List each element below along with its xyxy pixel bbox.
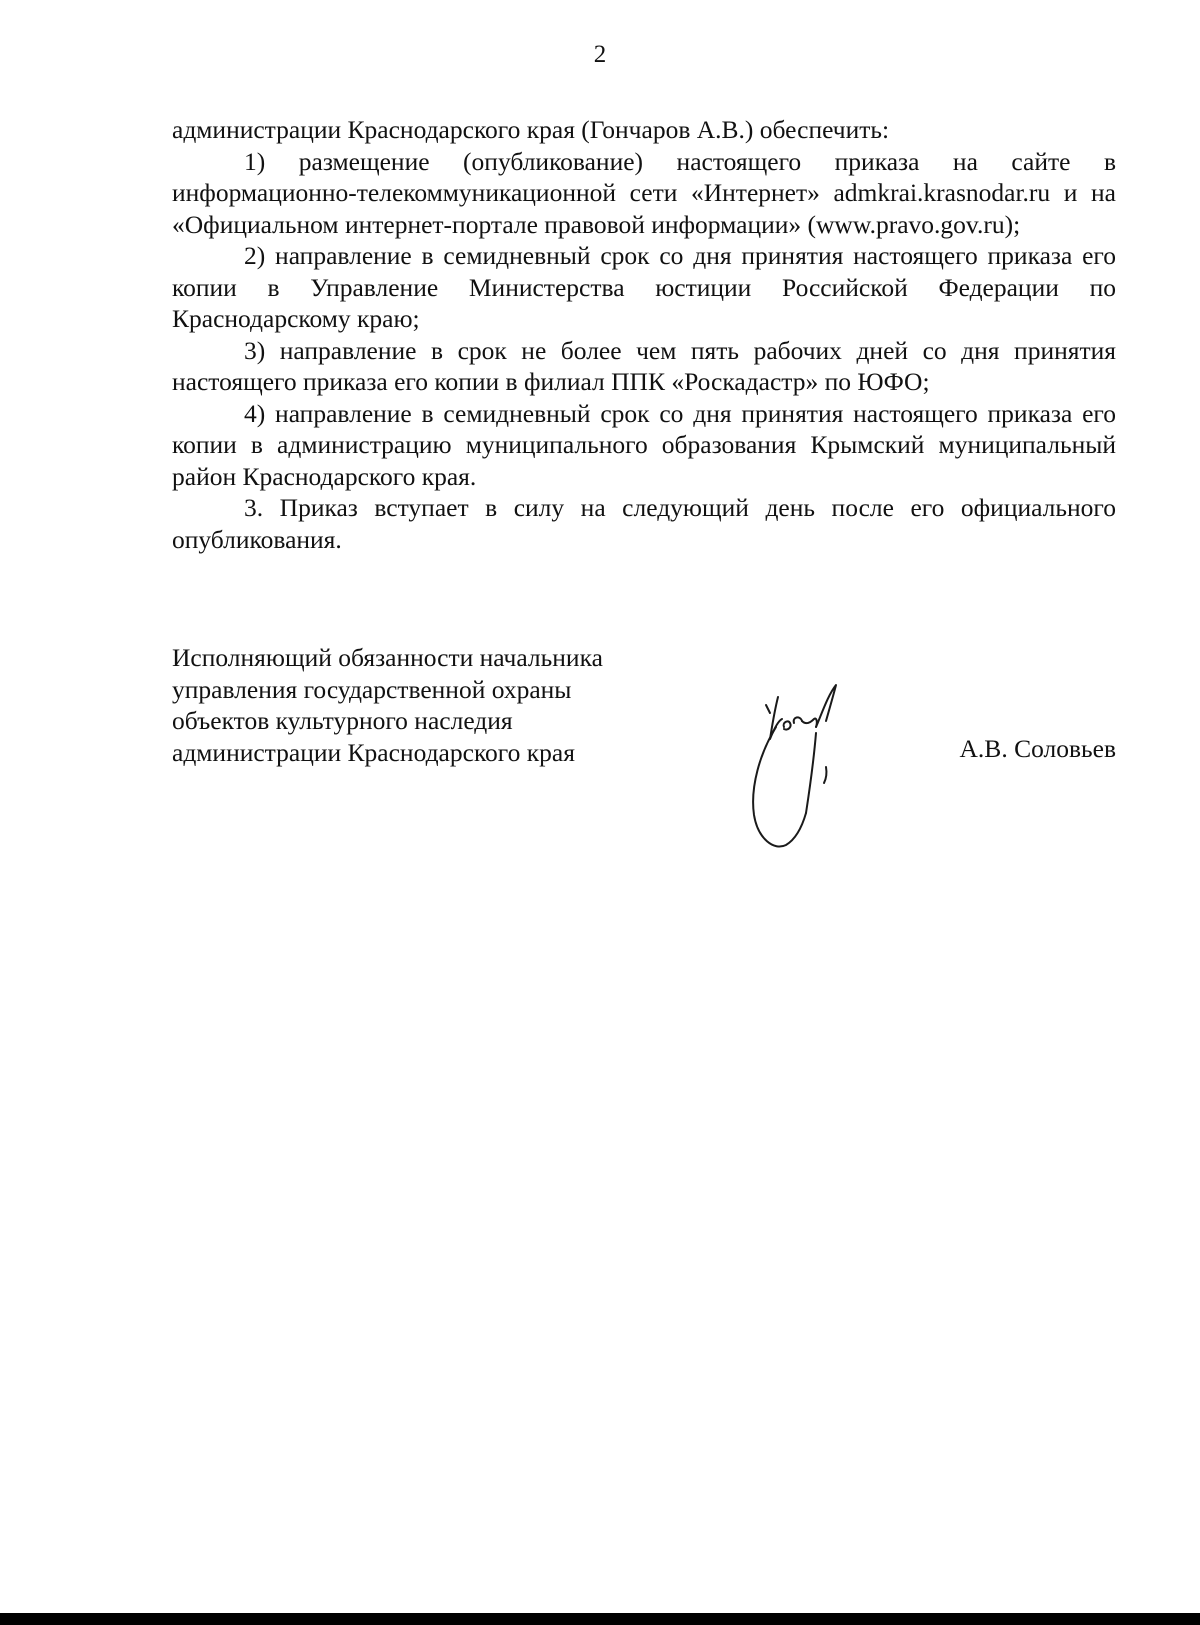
- signatory-name: А.В. Соловьев: [959, 734, 1116, 763]
- paragraph-item-2: 2) направление в семидневный срок со дня принятия настоящего приказа его копии в Управление Министерства юстиции Российской Федерации по Краснодарскому краю;: [172, 241, 1116, 333]
- position-line: управления государственной охраны: [172, 674, 572, 704]
- paragraph-item-4: 4) направление в семидневный срок со дня принятия настоящего приказа его копии в администрацию муниципального образования Крымский муниципальный район Краснодарского края.: [172, 398, 1116, 491]
- paragraph-item-1: 1) размещение (опубликование) настоящего приказа на сайте в информационно-телекоммуникационной сети «Интернет» admkrai.krasnodar.ru и на «Официальном интернет-портале правовой информации» (www.pravo.gov.ru);: [172, 146, 1116, 239]
- document-body: [172, 114, 1116, 555]
- handwritten-signature: [744, 683, 884, 879]
- position-line: администрации Краснодарского края: [172, 737, 575, 767]
- paragraph-point-3: 3. Приказ вступает в силу на следующий день после его официального опубликования.: [172, 493, 1116, 554]
- position-line: Исполняющий обязанности начальника: [172, 643, 603, 672]
- scan-bottom-border: [0, 1613, 1200, 1625]
- page-number: 2: [593, 41, 607, 68]
- signatory-position: [172, 642, 603, 768]
- position-line: объектов культурного наследия: [172, 706, 513, 735]
- paragraph-intro: администрации Краснодарского края (Гончаров А.В.) обеспечить:: [172, 115, 890, 144]
- paragraph-item-3: 3) направление в срок не более чем пять рабочих дней со дня принятия настоящего приказа его копии в филиал ППК «Роскадастр» по ЮФО;: [172, 335, 1116, 396]
